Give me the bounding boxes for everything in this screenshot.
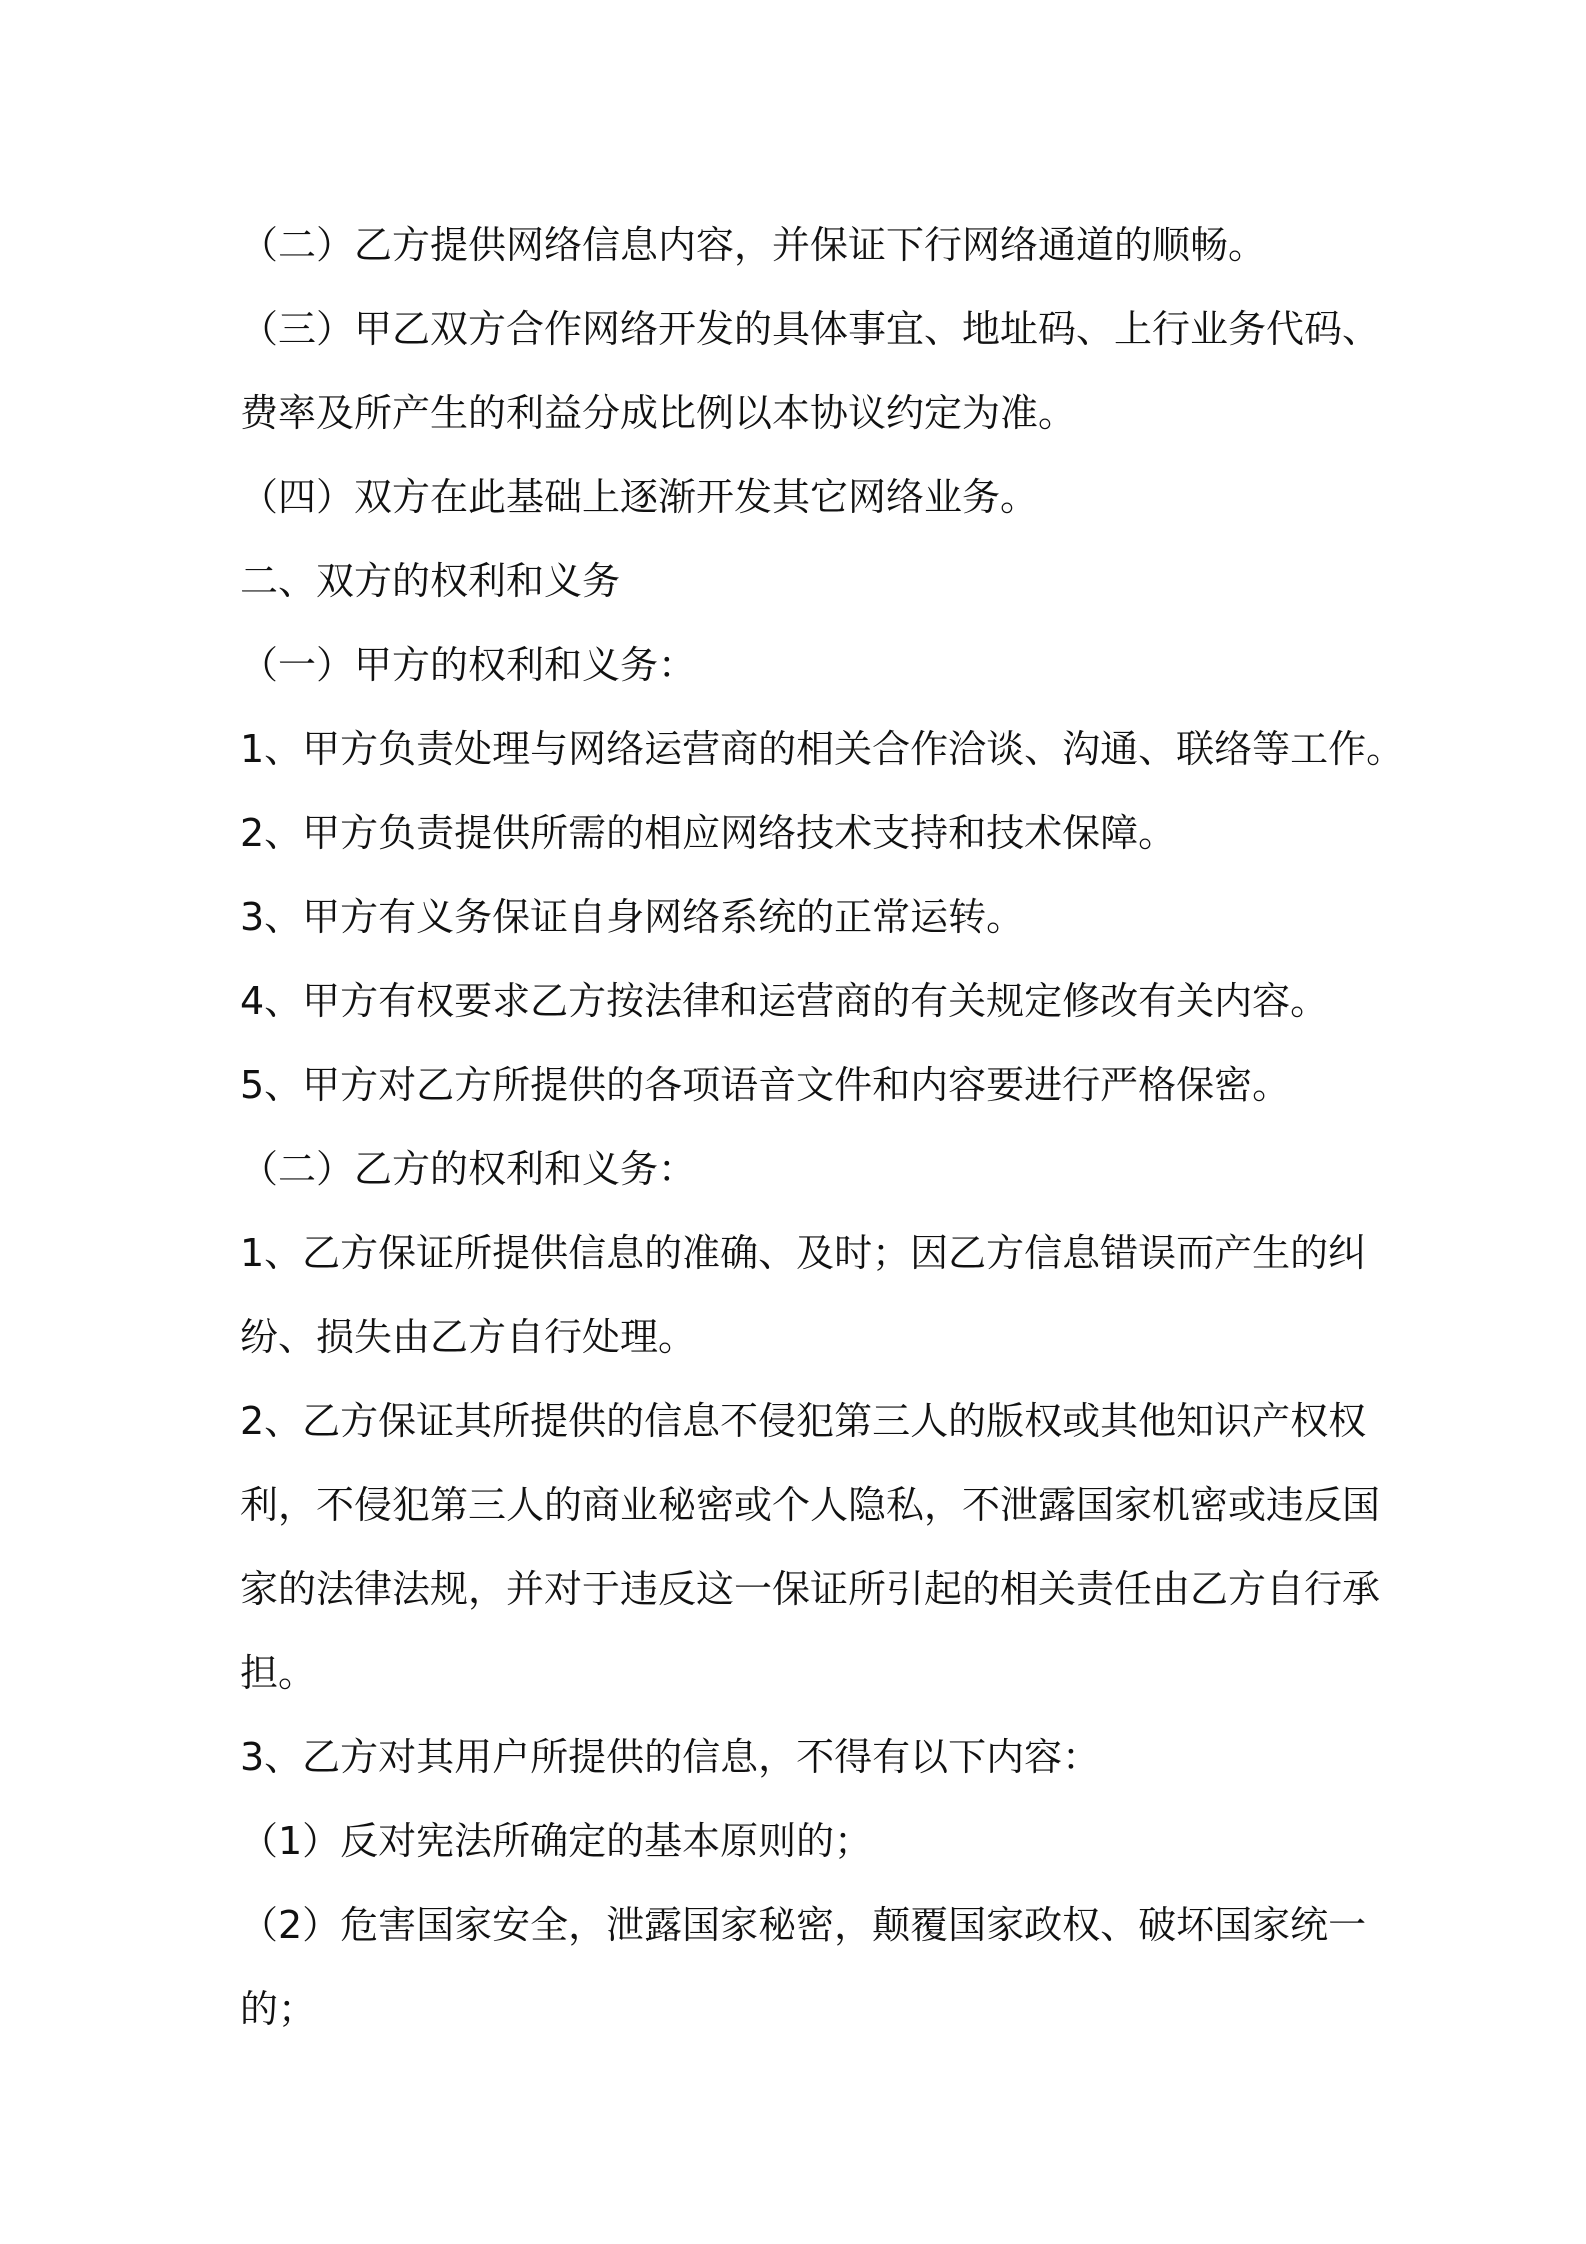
paragraph: 利，不侵犯第三人的商业秘密或个人隐私，不泄露国家机密或违反国 <box>240 1483 1381 1527</box>
paragraph: 1、甲方负责处理与网络运营商的相关合作洽谈、沟通、联络等工作。 <box>240 727 1405 771</box>
paragraph: 1、乙方保证所提供信息的准确、及时；因乙方信息错误而产生的纠 <box>240 1231 1367 1275</box>
paragraph: 担。 <box>240 1651 317 1695</box>
document-body <box>240 203 1405 2051</box>
paragraph: （三）甲乙双方合作网络开发的具体事宜、地址码、上行业务代码、 <box>240 307 1381 351</box>
paragraph: 家的法律法规，并对于违反这一保证所引起的相关责任由乙方自行承 <box>240 1567 1381 1611</box>
paragraph: 3、甲方有义务保证自身网络系统的正常运转。 <box>240 895 1025 939</box>
subsection-heading: （一）甲方的权利和义务： <box>240 643 697 687</box>
section-heading: 二、双方的权利和义务 <box>240 559 621 603</box>
paragraph: 2、甲方负责提供所需的相应网络技术支持和技术保障。 <box>240 811 1177 855</box>
paragraph: 费率及所产生的利益分成比例以本协议约定为准。 <box>240 391 1077 435</box>
paragraph: 4、甲方有权要求乙方按法律和运营商的有关规定修改有关内容。 <box>240 979 1329 1023</box>
list-item: （2）危害国家安全，泄露国家秘密，颠覆国家政权、破坏国家统一 <box>240 1903 1367 1947</box>
list-item: （1）反对宪法所确定的基本原则的； <box>240 1819 873 1863</box>
list-item: 的； <box>240 1987 317 2031</box>
paragraph: 3、乙方对其用户所提供的信息，不得有以下内容： <box>240 1735 1101 1779</box>
paragraph: 5、甲方对乙方所提供的各项语音文件和内容要进行严格保密。 <box>240 1063 1291 1107</box>
paragraph: （四）双方在此基础上逐渐开发其它网络业务。 <box>240 475 1039 519</box>
paragraph: 纷、损失由乙方自行处理。 <box>240 1315 697 1359</box>
paragraph: 2、乙方保证其所提供的信息不侵犯第三人的版权或其他知识产权权 <box>240 1399 1367 1443</box>
paragraph: （二）乙方提供网络信息内容，并保证下行网络通道的顺畅。 <box>240 223 1267 267</box>
subsection-heading: （二）乙方的权利和义务： <box>240 1147 697 1191</box>
